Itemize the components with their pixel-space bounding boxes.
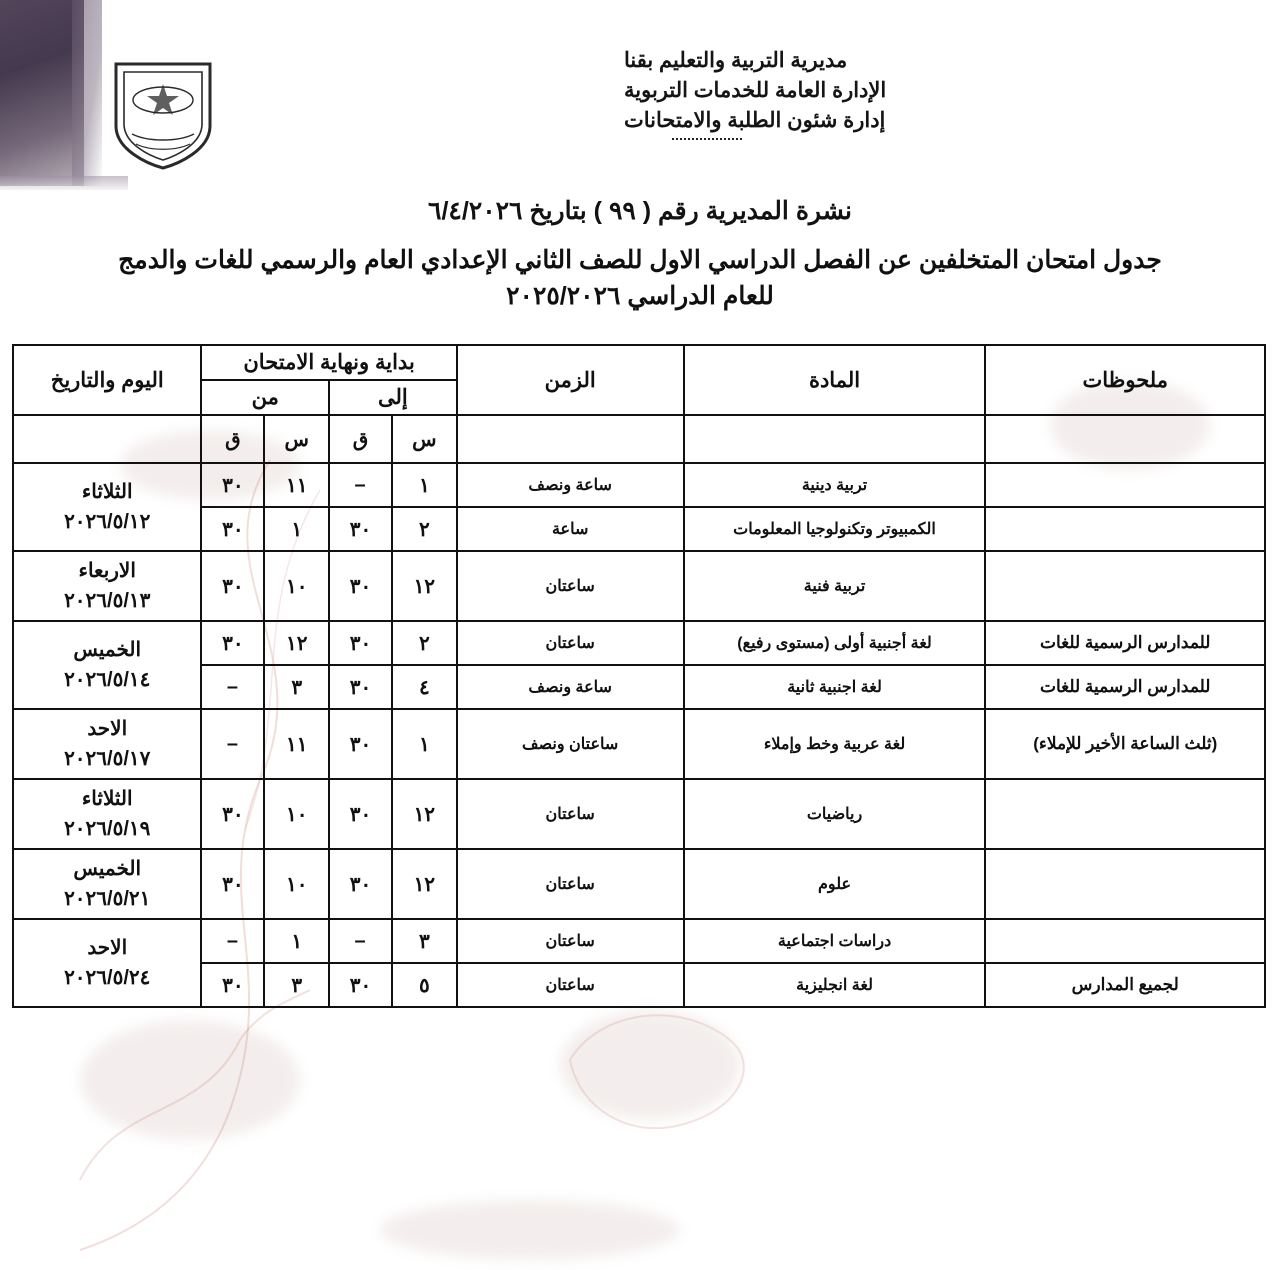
cell-subject: تربية دينية xyxy=(684,463,986,507)
cell-start-minute: – xyxy=(201,919,264,963)
table-row xyxy=(13,665,1265,709)
cell-start-minute: ٣٠ xyxy=(201,779,264,849)
subheader-hour-from: س xyxy=(264,415,329,463)
cell-duration: ساعة ونصف xyxy=(457,463,684,507)
scan-smudge xyxy=(560,1010,740,1120)
cell-notes xyxy=(985,507,1265,551)
cell-start-hour: ١٠ xyxy=(264,779,329,849)
page-title-line-1: جدول امتحان المتخلفين عن الفصل الدراسي الاول للصف الثاني الإعدادي العام والرسمي للغات والدمج xyxy=(118,246,1162,274)
table-row xyxy=(13,551,1265,621)
cell-duration: ساعة ونصف xyxy=(457,665,684,709)
cell-duration: ساعتان xyxy=(457,963,684,1007)
page-title xyxy=(0,242,1280,314)
header-from: من xyxy=(201,380,329,415)
subheader-hour-to: س xyxy=(392,415,457,463)
cell-day-date xyxy=(13,779,201,849)
header-exam-span: بداية ونهاية الامتحان xyxy=(201,345,456,380)
table-row xyxy=(13,709,1265,779)
date-value: ٢٠٢٦/٥/١٧ xyxy=(64,748,151,770)
cell-end-hour: ١٢ xyxy=(392,779,457,849)
day-name: الخميس xyxy=(73,858,142,880)
cell-day-date xyxy=(13,919,201,1007)
table-row xyxy=(13,779,1265,849)
day-name: الاحد xyxy=(87,937,128,959)
cell-subject: رياضيات xyxy=(684,779,986,849)
cell-start-hour: ١١ xyxy=(264,709,329,779)
cell-end-minute: ٣٠ xyxy=(329,551,392,621)
cell-start-minute: ٣٠ xyxy=(201,621,264,665)
cell-end-minute: ٣٠ xyxy=(329,507,392,551)
cell-notes xyxy=(985,463,1265,507)
exam-schedule-table xyxy=(12,344,1266,1008)
cell-subject: لغة أجنبية أولى (مستوى رفيع) xyxy=(684,621,986,665)
cell-notes xyxy=(985,919,1265,963)
date-value: ٢٠٢٦/٥/١٩ xyxy=(64,818,151,840)
date-value: ٢٠٢٦/٥/١٤ xyxy=(64,669,151,691)
day-name: الثلاثاء xyxy=(81,481,133,503)
page-title-line-2: للعام الدراسي ٢٠٢٥/٢٠٢٦ xyxy=(506,282,774,310)
header-subject: المادة xyxy=(684,345,986,415)
cell-duration: ساعتان xyxy=(457,849,684,919)
cell-notes xyxy=(985,849,1265,919)
header-day-date: اليوم والتاريخ xyxy=(13,345,201,415)
cell-end-minute: ٣٠ xyxy=(329,963,392,1007)
cell-duration: ساعتان xyxy=(457,779,684,849)
cell-start-minute: ٣٠ xyxy=(201,551,264,621)
cell-start-minute: ٣٠ xyxy=(201,507,264,551)
cell-subject: تربية فنية xyxy=(684,551,986,621)
subheader-notes-blank xyxy=(985,415,1265,463)
cell-day-date xyxy=(13,551,201,621)
document-header xyxy=(612,46,1252,136)
cell-start-hour: ١١ xyxy=(264,463,329,507)
table-row xyxy=(13,849,1265,919)
cell-day-date xyxy=(13,709,201,779)
date-value: ٢٠٢٦/٥/١٣ xyxy=(64,590,151,612)
cell-end-minute: ٣٠ xyxy=(329,849,392,919)
table-row xyxy=(13,919,1265,963)
date-value: ٢٠٢٦/٥/٢١ xyxy=(64,888,151,910)
cell-notes xyxy=(985,551,1265,621)
cell-start-hour: ١٢ xyxy=(264,621,329,665)
cell-end-hour: ٢ xyxy=(392,507,457,551)
scan-smudge xyxy=(80,1020,300,1140)
day-name: الاحد xyxy=(87,718,128,740)
cell-end-hour: ٣ xyxy=(392,919,457,963)
cell-end-hour: ١٢ xyxy=(392,849,457,919)
cell-start-minute: ٣٠ xyxy=(201,849,264,919)
date-value: ٢٠٢٦/٥/٢٤ xyxy=(64,967,151,989)
cell-end-minute: ٣٠ xyxy=(329,709,392,779)
cell-notes xyxy=(985,779,1265,849)
subheader-duration-blank xyxy=(457,415,684,463)
header-line-3: إدارة شئون الطلبة والامتحانات xyxy=(624,109,886,132)
day-name: الثلاثاء xyxy=(81,788,133,810)
cell-end-minute: – xyxy=(329,463,392,507)
cell-subject: دراسات اجتماعية xyxy=(684,919,986,963)
cell-notes: للمدارس الرسمية للغات xyxy=(985,665,1265,709)
cell-notes: للمدارس الرسمية للغات xyxy=(985,621,1265,665)
table-row xyxy=(13,621,1265,665)
subheader-min-to: ق xyxy=(329,415,392,463)
cell-day-date xyxy=(13,849,201,919)
cell-duration: ساعة xyxy=(457,507,684,551)
cell-end-minute: ٣٠ xyxy=(329,665,392,709)
scan-edge-artifact xyxy=(0,0,84,186)
cell-notes: (ثلث الساعة الأخير للإملاء) xyxy=(985,709,1265,779)
cell-start-hour: ١ xyxy=(264,919,329,963)
day-name: الاربعاء xyxy=(78,560,136,582)
table-header-row-1 xyxy=(13,345,1265,380)
cell-end-hour: ١٢ xyxy=(392,551,457,621)
ministry-crest-logo xyxy=(108,54,218,172)
header-duration: الزمن xyxy=(457,345,684,415)
pencil-marking xyxy=(560,1000,780,1140)
cell-start-minute: – xyxy=(201,709,264,779)
subheader-date-blank xyxy=(13,415,201,463)
cell-day-date xyxy=(13,621,201,709)
cell-start-hour: ٣ xyxy=(264,665,329,709)
cell-start-hour: ١٠ xyxy=(264,849,329,919)
table-row xyxy=(13,463,1265,507)
table-row xyxy=(13,963,1265,1007)
cell-end-hour: ٥ xyxy=(392,963,457,1007)
cell-end-minute: ٣٠ xyxy=(329,779,392,849)
cell-subject: لغة انجليزية xyxy=(684,963,986,1007)
pencil-marking xyxy=(60,980,320,1220)
cell-subject: لغة اجنبية ثانية xyxy=(684,665,986,709)
day-name: الخميس xyxy=(73,639,142,661)
subheader-min-from: ق xyxy=(201,415,264,463)
header-underline-dots xyxy=(672,138,742,140)
date-value: ٢٠٢٦/٥/١٢ xyxy=(64,511,151,533)
table-subheader-row xyxy=(13,415,1265,463)
header-line-2: الإدارة العامة للخدمات التربوية xyxy=(624,79,887,102)
cell-end-hour: ١ xyxy=(392,709,457,779)
cell-duration: ساعتان xyxy=(457,919,684,963)
cell-day-date xyxy=(13,463,201,551)
cell-notes: لجميع المدارس xyxy=(985,963,1265,1007)
cell-duration: ساعتان xyxy=(457,621,684,665)
cell-start-minute: – xyxy=(201,665,264,709)
cell-end-minute: – xyxy=(329,919,392,963)
cell-subject: علوم xyxy=(684,849,986,919)
table-head xyxy=(13,345,1265,463)
cell-duration: ساعتان ونصف xyxy=(457,709,684,779)
exam-schedule-table-wrap xyxy=(12,344,1266,1008)
cell-duration: ساعتان xyxy=(457,551,684,621)
cell-subject: الكمبيوتر وتكنولوجيا المعلومات xyxy=(684,507,986,551)
cell-end-minute: ٣٠ xyxy=(329,621,392,665)
header-line-1: مديرية التربية والتعليم بقنا xyxy=(624,49,848,72)
header-notes: ملحوظات xyxy=(985,345,1265,415)
cell-start-hour: ١٠ xyxy=(264,551,329,621)
cell-start-minute: ٣٠ xyxy=(201,463,264,507)
subheader-subject-blank xyxy=(684,415,986,463)
cell-end-hour: ١ xyxy=(392,463,457,507)
header-to: إلى xyxy=(329,380,457,415)
cell-start-hour: ١ xyxy=(264,507,329,551)
bulletin-number: نشرة المديرية رقم ( ٩٩ ) بتاريخ ٦/٤/٢٠٢٦ xyxy=(428,197,852,225)
cell-end-hour: ٤ xyxy=(392,665,457,709)
scan-smudge xyxy=(380,1200,680,1260)
table-body xyxy=(13,463,1265,1007)
cell-start-hour: ٣ xyxy=(264,963,329,1007)
cell-end-hour: ٢ xyxy=(392,621,457,665)
scan-fold-artifact xyxy=(0,176,128,190)
cell-subject: لغة عربية وخط وإملاء xyxy=(684,709,986,779)
table-row xyxy=(13,507,1265,551)
cell-start-minute: ٣٠ xyxy=(201,963,264,1007)
